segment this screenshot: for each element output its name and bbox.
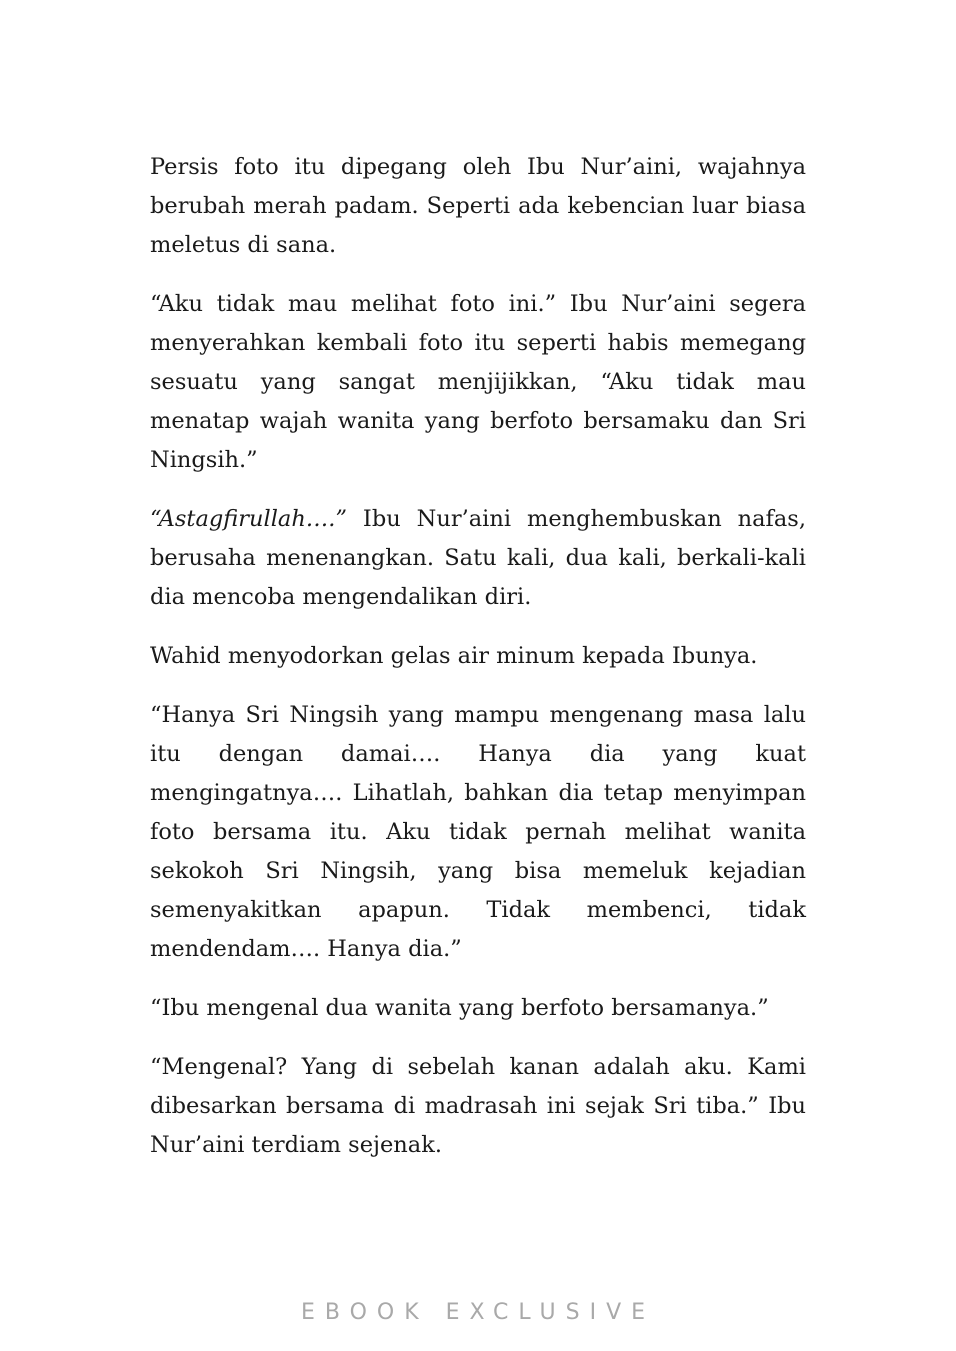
page-body — [150, 148, 806, 1185]
paragraph-text: Ibu Nur’aini menghembuskan nafas, berusaha menenangkan. Satu kali, dua kali, berkali-kali dia mencoba mengendalikan diri. — [150, 506, 806, 610]
paragraph: “Ibu mengenal dua wanita yang berfoto bersamanya.” — [150, 995, 769, 1021]
paragraph: Persis foto itu dipegang oleh Ibu Nur’aini, wajahnya berubah merah padam. Seperti ada kebencian luar biasa meletus di sana. — [150, 154, 806, 258]
italic-exclamation: “Astagfirullah….” — [150, 506, 347, 532]
paragraph: “Hanya Sri Ningsih yang mampu mengenang masa lalu itu dengan damai…. Hanya dia yang kuat mengingatnya…. Lihatlah, bahkan dia tetap menyimpan foto bersama itu. Aku tidak pernah melihat wanita sekokoh Sri Ningsih, yang bisa memeluk kejadian semenyakitkan apapun. Tidak membenci, tidak mendendam…. Hanya dia.” — [150, 702, 806, 962]
paragraph: “Aku tidak mau melihat foto ini.” Ibu Nur’aini segera menyerahkan kembali foto itu seperti habis memegang sesuatu yang sangat menjijikkan, “Aku tidak mau menatap wajah wanita yang berfoto bersamaku dan Sri Ningsih.” — [150, 291, 806, 473]
paragraph: Wahid menyodorkan gelas air minum kepada Ibunya. — [150, 643, 758, 669]
paragraph: “Mengenal? Yang di sebelah kanan adalah aku. Kami dibesarkan bersama di madrasah ini sejak Sri tiba.” Ibu Nur’aini terdiam sejenak. — [150, 1054, 806, 1158]
paragraph — [150, 500, 806, 617]
footer-label: EBOOK EXCLUSIVE — [300, 1300, 656, 1325]
